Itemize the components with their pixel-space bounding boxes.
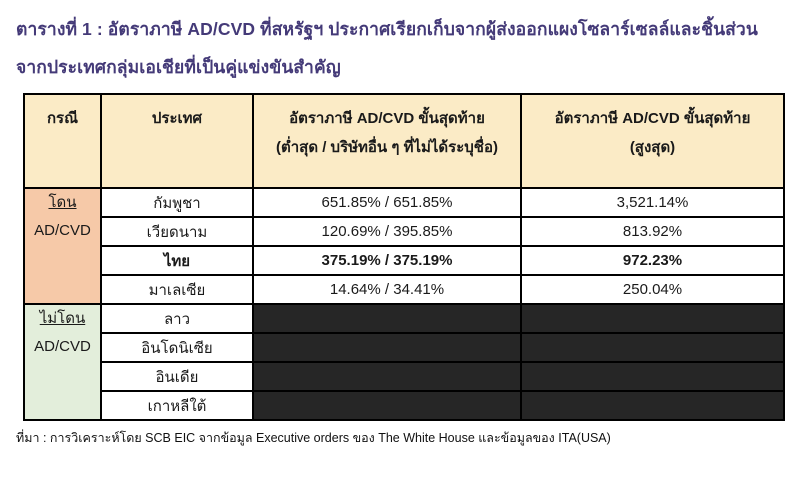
redacted-cell xyxy=(253,391,521,420)
group-label-line2: AD/CVD xyxy=(34,338,91,355)
table-row-thailand xyxy=(24,246,784,275)
redacted-cell xyxy=(521,333,784,362)
col-header-rate-low-line2: (ต่ำสุด / บริษัทอื่น ๆ ที่ไม่ได้ระบุชื่อ) xyxy=(276,139,498,156)
country-cell: มาเลเซีย xyxy=(101,275,253,304)
col-header-rate-high-line2: (สูงสุด) xyxy=(629,139,676,156)
rate-high-cell: 250.04% xyxy=(521,275,784,304)
page xyxy=(0,10,800,492)
col-header-rate-high xyxy=(521,94,784,188)
redacted-cell xyxy=(253,333,521,362)
figure-title xyxy=(16,10,784,86)
source-note: ที่มา : การวิเคราะห์โดย SCB EIC จากข้อมูล Executive orders ของ The White House และข้อมูลของ ITA(USA) xyxy=(16,431,611,445)
group-label-line1: ไม่โดน xyxy=(39,310,86,327)
table-row xyxy=(24,333,784,362)
table-row xyxy=(24,362,784,391)
rate-high-cell: 813.92% xyxy=(521,217,784,246)
rate-low-cell: 14.64% / 34.41% xyxy=(253,275,521,304)
rate-low-cell: 651.85% / 651.85% xyxy=(253,188,521,217)
rate-high-cell: 972.23% xyxy=(521,246,784,275)
tariff-table xyxy=(23,93,785,421)
col-header-rate-low xyxy=(253,94,521,188)
group-label-line1: โดน xyxy=(48,194,77,211)
rate-low-cell: 375.19% / 375.19% xyxy=(253,246,521,275)
table-row xyxy=(24,217,784,246)
country-cell: ไทย xyxy=(101,246,253,275)
redacted-cell xyxy=(521,362,784,391)
table-row xyxy=(24,188,784,217)
col-header-rate-high-line1: อัตราภาษี AD/CVD ขั้นสุดท้าย xyxy=(554,110,751,127)
rate-low-cell: 120.69% / 395.85% xyxy=(253,217,521,246)
country-cell: อินเดีย xyxy=(101,362,253,391)
redacted-cell xyxy=(521,391,784,420)
table-row xyxy=(24,275,784,304)
redacted-cell xyxy=(253,362,521,391)
country-cell: เกาหลีใต้ xyxy=(101,391,253,420)
rate-high-cell: 3,521.14% xyxy=(521,188,784,217)
redacted-cell xyxy=(253,304,521,333)
country-cell: เวียดนาม xyxy=(101,217,253,246)
group-label-line2: AD/CVD xyxy=(34,222,91,239)
group-cell-hit-adcvd xyxy=(24,188,101,304)
country-cell: อินโดนิเซีย xyxy=(101,333,253,362)
col-header-country: ประเทศ xyxy=(101,94,253,188)
country-cell: ลาว xyxy=(101,304,253,333)
header-row xyxy=(24,94,784,188)
col-header-rate-low-line1: อัตราภาษี AD/CVD ขั้นสุดท้าย xyxy=(289,110,485,127)
country-cell: กัมพูชา xyxy=(101,188,253,217)
col-header-case: กรณี xyxy=(24,94,101,188)
group-cell-not-hit-adcvd xyxy=(24,304,101,420)
table-row xyxy=(24,304,784,333)
redacted-cell xyxy=(521,304,784,333)
figure-title-line1: ตารางที่ 1 : อัตราภาษี AD/CVD ที่สหรัฐฯ ประกาศเรียกเก็บจากผู้ส่งออกแผงโซลาร์เซลล์และชิ้นส่วน xyxy=(16,19,758,39)
figure-title-line2: จากประเทศกลุ่มเอเชียที่เป็นคู่แข่งขันสำคัญ xyxy=(16,57,341,77)
table-row xyxy=(24,391,784,420)
